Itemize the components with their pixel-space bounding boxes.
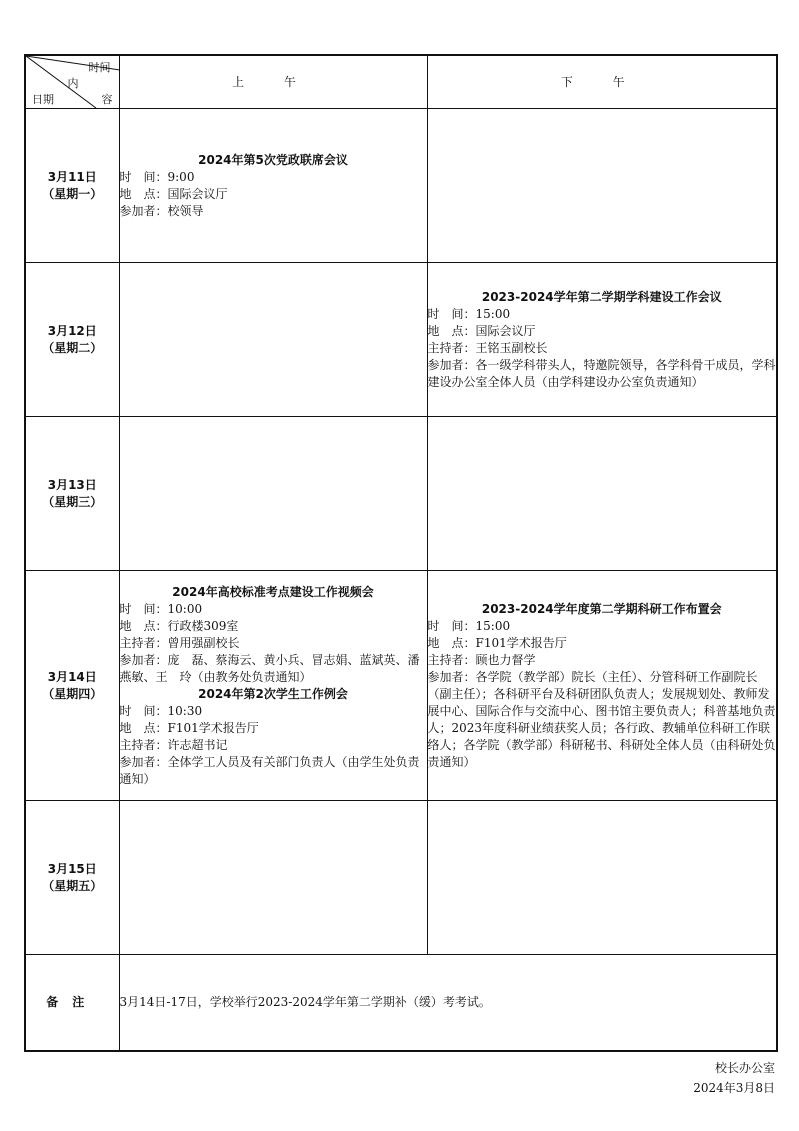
afternoon-cell	[427, 263, 777, 417]
event-attendees: 参加者：庞 磊、蔡海云、黄小兵、冒志娟、蓝斌英、潘燕敏、王 玲（由教务处负责通知）	[119, 652, 420, 684]
header-afternoon: 下 午	[427, 55, 777, 109]
header-content-label-2: 容	[101, 93, 113, 106]
day-row	[25, 417, 777, 571]
day-row	[25, 109, 777, 263]
weekday-label: （星期一）	[42, 186, 103, 201]
event-time: 时 间：15:00	[427, 618, 511, 633]
event	[428, 601, 777, 771]
event	[120, 152, 427, 220]
date-label: 3月12日	[47, 323, 97, 338]
date-label: 3月13日	[47, 477, 97, 492]
weekday-label: （星期四）	[42, 686, 103, 701]
weekly-schedule-table	[24, 54, 778, 1052]
date-cell	[25, 263, 119, 417]
event-host: 主持者：曾用强副校长	[119, 635, 240, 650]
event-attendees: 参加者：全体学工人员及有关部门负责人（由学生处负责通知）	[119, 754, 420, 786]
event-title: 2023-2024学年第二学期学科建设工作会议	[481, 289, 722, 304]
event-title: 2024年第5次党政联席会议	[198, 152, 348, 167]
header-row	[25, 55, 777, 109]
afternoon-cell	[427, 801, 777, 955]
notes-label: 备注	[25, 955, 119, 1051]
event-location: 地 点：国际会议厅	[427, 323, 536, 338]
event-title: 2024年第2次学生工作例会	[198, 686, 348, 701]
morning-cell	[119, 417, 427, 571]
header-morning: 上 午	[119, 55, 427, 109]
event-location: 地 点：F101学术报告厅	[119, 720, 259, 735]
event-location: 地 点：国际会议厅	[119, 186, 228, 201]
notes-row	[25, 955, 777, 1051]
morning-cell	[119, 109, 427, 263]
event-host: 主持者：许志超书记	[119, 737, 228, 752]
event-attendees: 参加者：各一级学科带头人，特邀院领导，各学科骨干成员，学科建设办公室全体人员（由学科建设办公室负责通知）	[427, 357, 776, 389]
event-time: 时 间：10:30	[119, 703, 203, 718]
afternoon-cell	[427, 109, 777, 263]
diagonal-header-cell	[25, 55, 119, 109]
event-attendees: 参加者：校领导	[119, 203, 204, 218]
morning-cell	[119, 263, 427, 417]
date-cell	[25, 417, 119, 571]
event-time: 时 间：9:00	[119, 169, 195, 184]
afternoon-cell	[427, 571, 777, 801]
event-time: 时 间：10:00	[119, 601, 203, 616]
morning-cell	[119, 571, 427, 801]
day-row	[25, 263, 777, 417]
date-cell	[25, 109, 119, 263]
date-cell	[25, 801, 119, 955]
event-attendees: 参加者：各学院（教学部）院长（主任）、分管科研工作副院长（副主任）；各科研平台及科研团队负责人；发展规划处、教师发展中心、国际合作与交流中心、图书馆主要负责人；科普基地负责人；2023年度科研业绩获奖人员；各行政、教辅单位科研工作联络人；各学院（教学部）科研秘书、科研处全体人员（由科研处负责通知）	[427, 669, 776, 769]
event-host: 主持者：王铭玉副校长	[427, 340, 548, 355]
date-label: 3月15日	[47, 861, 97, 876]
event	[120, 584, 427, 686]
event-host: 主持者：顾也力督学	[427, 652, 536, 667]
date-cell	[25, 571, 119, 801]
event-location: 地 点：行政楼309室	[119, 618, 239, 633]
weekday-label: （星期五）	[42, 878, 103, 893]
day-row	[25, 571, 777, 801]
morning-cell	[119, 801, 427, 955]
date-label: 3月14日	[47, 669, 97, 684]
event	[428, 289, 777, 391]
event-title: 2024年高校标准考点建设工作视频会	[172, 584, 374, 599]
day-row	[25, 801, 777, 955]
event-title: 2023-2024学年度第二学期科研工作布置会	[481, 601, 722, 616]
date-label: 3月11日	[47, 169, 97, 184]
header-content-label-1: 内	[67, 77, 79, 90]
footer	[693, 1058, 775, 1098]
header-time-label: 时间	[88, 61, 111, 74]
header-date-label: 日期	[32, 93, 54, 106]
issue-date: 2024年3月8日	[693, 1081, 775, 1095]
afternoon-cell	[427, 417, 777, 571]
event-location: 地 点：F101学术报告厅	[427, 635, 567, 650]
notes-text: 3月14日-17日，学校举行2023-2024学年第二学期补（缓）考考试。	[119, 955, 777, 1051]
event-time: 时 间：15:00	[427, 306, 511, 321]
event	[120, 686, 427, 788]
issuing-office: 校长办公室	[714, 1061, 775, 1075]
weekday-label: （星期二）	[42, 340, 103, 355]
weekday-label: （星期三）	[42, 494, 103, 509]
